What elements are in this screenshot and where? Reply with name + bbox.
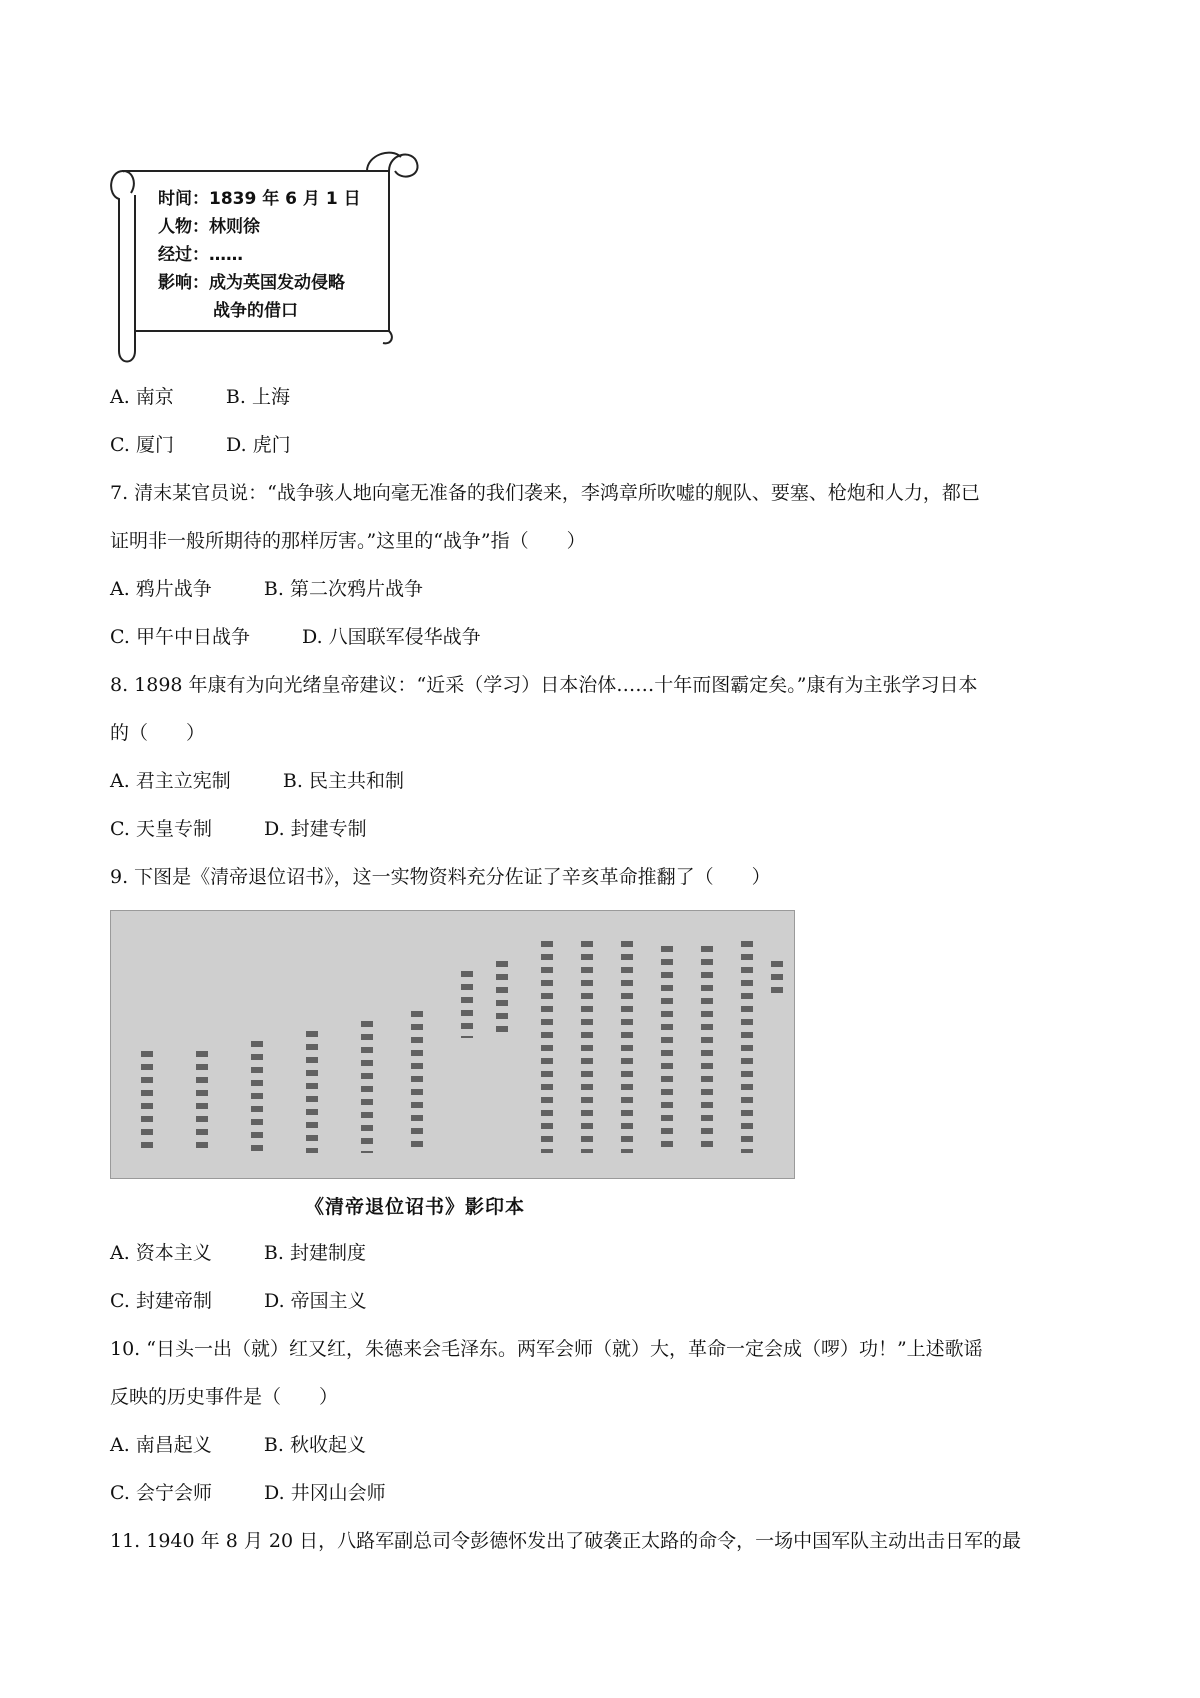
q6-options-row-1 [110, 382, 290, 409]
edict-script-column [141, 1051, 153, 1153]
edict-script-column [496, 961, 508, 1038]
q10-stem-line-2: 反映的历史事件是（ ） [110, 1386, 339, 1408]
q6-options-row-2 [110, 430, 291, 457]
scroll-illustration [105, 143, 425, 363]
q10-option-a[interactable]: A. 南昌起义 [110, 1434, 212, 1456]
edict-image [110, 910, 795, 1179]
q8-option-d[interactable]: D. 封建专制 [264, 818, 367, 840]
q7-options-row-2 [110, 622, 481, 649]
q9-options-row-1 [110, 1238, 366, 1265]
q8-options-row-2 [110, 814, 367, 841]
q10-option-c[interactable]: C. 会宁会师 [110, 1482, 212, 1504]
scroll-person: 人物：林则徐 [158, 217, 260, 237]
q7-option-a[interactable]: A. 鸦片战争 [110, 578, 212, 600]
edict-script-column [196, 1051, 208, 1153]
edict-script-column [771, 961, 783, 998]
scroll-time: 时间：1839 年 6 月 1 日 [158, 189, 361, 209]
edict-script-column [621, 941, 633, 1153]
q7-option-c[interactable]: C. 甲午中日战争 [110, 626, 250, 648]
q8-option-c[interactable]: C. 天皇专制 [110, 818, 212, 840]
q7-options-row-1 [110, 574, 423, 601]
edict-script-column [461, 971, 473, 1038]
scroll-figure [105, 143, 425, 363]
q7-option-b[interactable]: B. 第二次鸦片战争 [263, 578, 423, 600]
q9-option-a[interactable]: A. 资本主义 [110, 1242, 212, 1264]
q10-stem-line-1: 10. “日头一出（就）红又红，朱德来会毛泽东。两军会师（就）大，革命一定会成（啰）功！”上述歌谣 [110, 1338, 983, 1360]
q10-options-row-2 [110, 1478, 386, 1505]
q8-stem-line-1: 8. 1898 年康有为向光绪皇帝建议：“近采（学习）日本治体……十年而图霸定矣。”康有为主张学习日本 [110, 674, 978, 696]
edict-script-column [251, 1041, 263, 1153]
q6-option-a[interactable]: A. 南京 [110, 386, 174, 408]
edict-caption: 《清帝退位诏书》影印本 [305, 1196, 526, 1218]
q9-stem-line-1: 9. 下图是《清帝退位诏书》，这一实物资料充分佐证了辛亥革命推翻了（ ） [110, 866, 771, 888]
q10-option-d[interactable]: D. 井冈山会师 [264, 1482, 386, 1504]
edict-script-column [411, 1011, 423, 1153]
q9-option-d[interactable]: D. 帝国主义 [264, 1290, 367, 1312]
q6-option-b[interactable]: B. 上海 [225, 386, 290, 408]
q8-option-a[interactable]: A. 君主立宪制 [110, 770, 231, 792]
q8-stem-line-2: 的（ ） [110, 722, 206, 744]
q8-option-b[interactable]: B. 民主共和制 [282, 770, 404, 792]
edict-script-column [581, 941, 593, 1153]
q9-option-b[interactable]: B. 封建制度 [263, 1242, 366, 1264]
q10-options-row-1 [110, 1430, 366, 1457]
q6-option-d[interactable]: D. 虎门 [226, 434, 291, 456]
edict-script-column [361, 1021, 373, 1153]
q6-option-c[interactable]: C. 厦门 [110, 434, 174, 456]
q9-options-row-2 [110, 1286, 367, 1313]
q8-options-row-1 [110, 766, 404, 793]
q7-stem-line-2: 证明非一般所期待的那样厉害。”这里的“战争”指（ ） [110, 530, 586, 552]
edict-script-column [661, 946, 673, 1153]
q9-option-c[interactable]: C. 封建帝制 [110, 1290, 212, 1312]
edict-script-column [541, 941, 553, 1153]
scroll-impact-cont: 战争的借口 [213, 301, 298, 321]
edict-script-column [701, 946, 713, 1153]
edict-script-column [306, 1031, 318, 1153]
scroll-process: 经过：…… [158, 245, 243, 265]
q7-stem-line-1: 7. 清末某官员说：“战争骇人地向毫无准备的我们袭来，李鸿章所吹嘘的舰队、要塞、枪炮和人力，都已 [110, 482, 980, 504]
q7-option-d[interactable]: D. 八国联军侵华战争 [302, 626, 481, 648]
edict-script-column [741, 941, 753, 1153]
q11-stem-line-1: 11. 1940 年 8 月 20 日，八路军副总司令彭德怀发出了破袭正太路的命令，一场中国军队主动出击日军的最 [110, 1530, 1022, 1552]
q10-option-b[interactable]: B. 秋收起义 [263, 1434, 366, 1456]
scroll-impact: 影响：成为英国发动侵略 [158, 273, 345, 293]
